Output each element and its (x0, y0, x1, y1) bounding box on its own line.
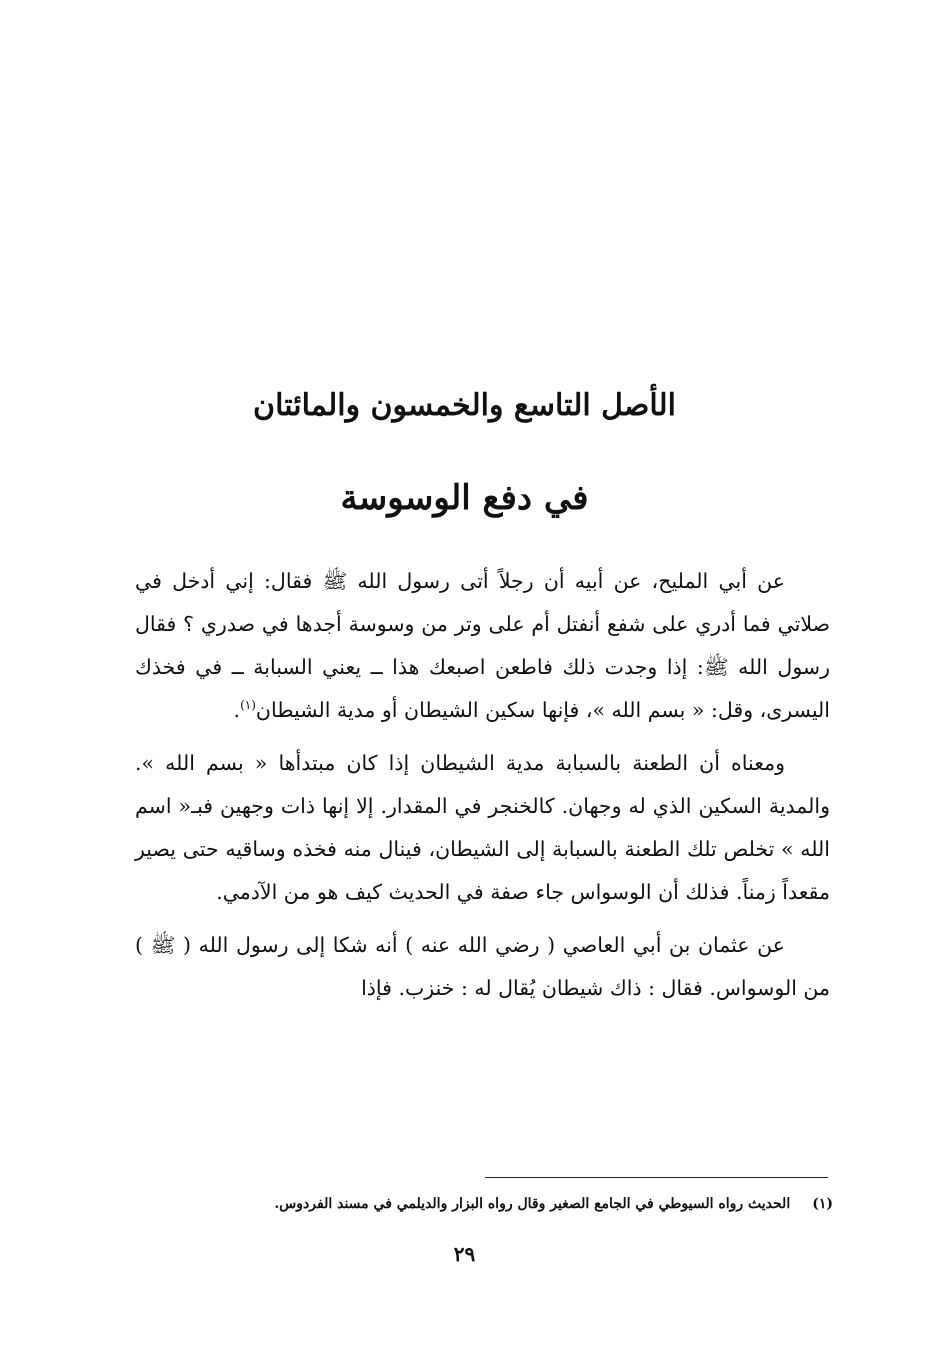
body-text (135, 560, 830, 1020)
chapter-subtitle: في دفع الوسوسة (340, 478, 589, 518)
footnote (120, 1190, 833, 1218)
footnote-number: (١) (812, 1196, 833, 1212)
paragraph-hadith-2: عن عثمان بن أبي العاصي ( رضي الله عنه ) أنه شكا إلى رسول الله ( ﷺ ) من الوسواس. فقال : ذاك شيطان يُقال له : خنزب. فإذا (135, 933, 830, 1000)
chapter-title: الأصل التاسع والخمسون والمائتان (253, 388, 676, 423)
footnote-reference: (١) (240, 698, 256, 713)
page-number: ٢٩ (453, 1242, 476, 1266)
paragraph-explanation: ومعناه أن الطعنة بالسبابة مدية الشيطان إذا كان مبتدأها « بسم الله ». والمدية السكين الذي له وجهان. كالخنجر في المقدار. إلا إنها ذات وجهين فبـ« اسم الله » تخلص تلك الطعنة بالسبابة إلى الشيطان، فينال منه فخذه وساقيه حتى يصير مقعداً زمناً. فذلك أن الوسواس جاء صفة في الحديث كيف هو من الآدمي. (135, 751, 830, 904)
paragraph-text: عن أبي المليح، عن أبيه أن رجلاً أتى رسول الله ﷺ فقال: إني أدخل في صلاتي فما أدري على شفع أنفتل أم على وتر من وسوسة أجدها في صدري ؟ فقال رسول الله ﷺ: إذا وجدت ذلك فاطعن اصبعك هذا ــ يعني السبابة ــ في فخذك اليسرى، وقل: « بسم الله »، فإنها سكين الشيطان أو مدية الشيطان (135, 569, 830, 722)
footnote-text: الحديث رواه السيوطي في الجامع الصغير وقال رواه البزار والديلمي في مسند الفردوس. (274, 1196, 791, 1212)
footnote-divider (485, 1177, 828, 1178)
paragraph-hadith-1 (135, 560, 830, 732)
paragraph-end: . (233, 698, 241, 722)
